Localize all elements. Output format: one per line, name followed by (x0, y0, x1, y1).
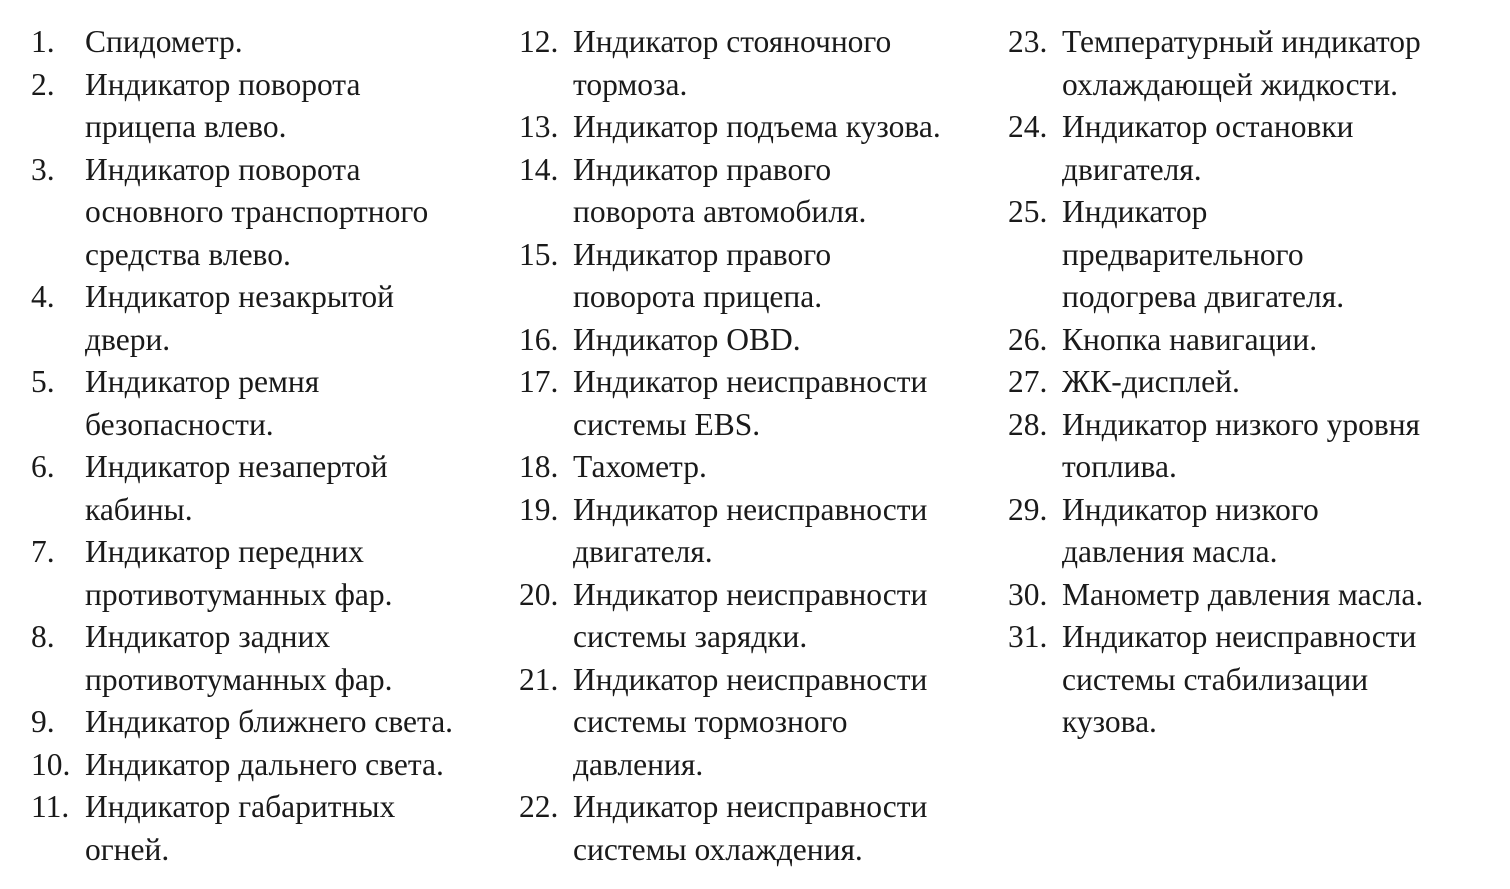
legend-item-line: системы тормозного (573, 704, 848, 739)
legend-item-number: 30. (1008, 576, 1048, 612)
legend-item-text (85, 64, 501, 149)
legend-item (31, 701, 501, 744)
legend-item-text (85, 149, 501, 277)
legend-item-line: Спидометр. (85, 24, 243, 59)
legend-item-line: двигателя. (1062, 151, 1202, 187)
legend-item-text (1062, 574, 1478, 617)
legend-item-text (573, 149, 989, 234)
legend-item-number: 5. (31, 364, 55, 399)
legend-item-line: кузова. (1062, 704, 1157, 739)
legend-item (519, 149, 989, 234)
legend-item-text (573, 489, 989, 574)
legend-item-line: системы стабилизации (1062, 661, 1369, 697)
legend-column-3 (1008, 21, 1478, 744)
legend-item-number: 31. (1008, 619, 1048, 654)
legend-item-text (573, 361, 989, 446)
legend-item-text (85, 701, 501, 744)
legend-item-line: Индикатор неисправности (573, 661, 928, 697)
legend-item-text (573, 574, 989, 659)
legend-item-text (85, 446, 501, 531)
legend-item-line: Индикатор неисправности (573, 789, 928, 824)
legend-column-2 (519, 21, 989, 871)
legend-item-text (573, 234, 989, 319)
legend-item (31, 531, 501, 616)
legend-item-number: 26. (1008, 321, 1048, 357)
legend-item-number: 27. (1008, 364, 1048, 399)
legend-item-line: кабины. (85, 491, 193, 527)
legend-item (519, 786, 989, 871)
legend-item-line: Индикатор поворота (85, 151, 361, 187)
legend-item-number: 11. (31, 789, 70, 824)
legend-item-text (573, 786, 989, 871)
legend-item-text (85, 786, 501, 871)
legend-item-number: 3. (31, 151, 55, 187)
legend-item-line: Индикатор стояночного (573, 24, 892, 59)
legend-item-line: Индикатор низкого уровня (1062, 406, 1421, 442)
legend-item-number: 17. (519, 364, 559, 399)
legend-item-line: системы охлаждения. (573, 831, 863, 867)
legend-item-line: топлива. (1062, 449, 1177, 484)
legend-item-line: Кнопка навигации. (1062, 321, 1318, 357)
legend-item-text (85, 276, 501, 361)
legend-item-line: двери. (85, 321, 171, 357)
legend-item (1008, 574, 1478, 617)
legend-item-line: Индикатор неисправности (1062, 619, 1417, 654)
legend-item (31, 616, 501, 701)
legend-item-number: 14. (519, 151, 559, 187)
legend-item-text (1062, 106, 1478, 191)
legend-item-line: Индикатор неисправности (573, 491, 928, 527)
legend-item-line: Индикатор ближнего света. (85, 704, 454, 739)
legend-item-number: 9. (31, 704, 55, 739)
legend-item-line: Индикатор поворота (85, 66, 361, 102)
legend-item-text (85, 744, 501, 787)
legend-item-line: Индикатор задних (85, 619, 331, 654)
legend-item-line: подогрева двигателя. (1062, 279, 1345, 314)
legend-item-line: давления. (573, 746, 704, 782)
legend-item-line: Индикатор дальнего света. (85, 746, 444, 782)
legend-item-text (85, 361, 501, 446)
legend-item-text (85, 531, 501, 616)
legend-item-number: 2. (31, 66, 55, 102)
legend-item-line: Индикатор габаритных (85, 789, 396, 824)
legend-item-line: основного транспортного (85, 194, 429, 229)
legend-item-line: Индикатор OBD. (573, 321, 801, 357)
legend-item-text (1062, 616, 1478, 744)
legend-item-line: Индикатор низкого (1062, 491, 1319, 527)
legend-item-line: Индикатор ремня (85, 364, 320, 399)
legend-item-number: 20. (519, 576, 559, 612)
legend-item-line: Индикатор подъема кузова. (573, 109, 941, 144)
legend-item (1008, 106, 1478, 191)
legend-item (31, 361, 501, 446)
legend-item-line: двигателя. (573, 534, 713, 569)
legend-item-text (1062, 191, 1478, 319)
legend-item (519, 489, 989, 574)
legend-item (1008, 616, 1478, 744)
legend-item-number: 8. (31, 619, 55, 654)
legend-item-text (85, 21, 501, 64)
legend-item-number: 1. (31, 24, 55, 59)
legend-item-number: 7. (31, 534, 55, 569)
legend-item-line: Индикатор правого (573, 151, 832, 187)
legend-item-number: 18. (519, 449, 559, 484)
legend-item-line: Индикатор правого (573, 236, 832, 272)
legend-item-line: предварительного (1062, 236, 1304, 272)
legend-item-number: 22. (519, 789, 559, 824)
legend-item-text (573, 21, 989, 106)
legend-item-line: Индикатор передних (85, 534, 364, 569)
legend-item-line: Индикатор неисправности (573, 576, 928, 612)
legend-item (1008, 21, 1478, 106)
legend-item (31, 276, 501, 361)
legend-item-line: Индикатор неисправности (573, 364, 928, 399)
legend-item (1008, 319, 1478, 362)
legend-item (1008, 191, 1478, 319)
legend-item (31, 786, 501, 871)
legend-item-text (573, 446, 989, 489)
legend-item (1008, 361, 1478, 404)
legend-item-text (85, 616, 501, 701)
legend-item-line: Температурный индикатор (1062, 24, 1421, 59)
legend-item-line: безопасности. (85, 406, 274, 442)
legend-item-number: 10. (31, 746, 71, 782)
legend-item (31, 446, 501, 531)
legend-item-line: системы зарядки. (573, 619, 808, 654)
legend-item-text (1062, 404, 1478, 489)
legend-item (31, 64, 501, 149)
legend-item-number: 23. (1008, 24, 1048, 59)
legend-item (31, 21, 501, 64)
legend-item-number: 28. (1008, 406, 1048, 442)
legend-item (519, 106, 989, 149)
legend-item-number: 19. (519, 491, 559, 527)
legend-item-text (573, 106, 989, 149)
legend-item-text (1062, 319, 1478, 362)
legend-item-line: прицепа влево. (85, 109, 287, 144)
legend-item-number: 24. (1008, 109, 1048, 144)
legend-item-line: Индикатор незакрытой (85, 279, 395, 314)
legend-item (519, 574, 989, 659)
legend-column-1 (31, 21, 501, 871)
legend-item-number: 15. (519, 236, 559, 272)
legend-item-number: 13. (519, 109, 559, 144)
legend-item-text (1062, 489, 1478, 574)
legend-item-line: противотуманных фар. (85, 661, 393, 697)
legend-item (1008, 404, 1478, 489)
legend-item-line: системы EBS. (573, 406, 761, 442)
legend-item-line: Индикатор (1062, 194, 1208, 229)
legend-item-line: средства влево. (85, 236, 291, 272)
legend-item-line: огней. (85, 831, 170, 867)
legend-item (519, 446, 989, 489)
legend-item-line: ЖК-дисплей. (1062, 364, 1240, 399)
legend-item-number: 25. (1008, 194, 1048, 229)
legend-item-number: 6. (31, 449, 55, 484)
legend-item (519, 659, 989, 787)
legend-item-line: Манометр давления масла. (1062, 576, 1424, 612)
legend-item (519, 319, 989, 362)
legend-item-line: поворота автомобиля. (573, 194, 867, 229)
legend-item-number: 21. (519, 661, 559, 697)
legend-item (1008, 489, 1478, 574)
legend-item-line: Тахометр. (573, 449, 707, 484)
legend-item-line: давления масла. (1062, 534, 1278, 569)
legend-item-number: 29. (1008, 491, 1048, 527)
legend-item-number: 12. (519, 24, 559, 59)
legend-item-line: поворота прицепа. (573, 279, 823, 314)
legend-item-line: тормоза. (573, 66, 688, 102)
legend-item (519, 361, 989, 446)
legend-item-line: охлаждающей жидкости. (1062, 66, 1399, 102)
legend-item-number: 4. (31, 279, 55, 314)
legend-item-text (1062, 361, 1478, 404)
legend-item-number: 16. (519, 321, 559, 357)
legend-item-line: противотуманных фар. (85, 576, 393, 612)
legend-item (519, 21, 989, 106)
legend-item-line: Индикатор остановки (1062, 109, 1354, 144)
legend-item-line: Индикатор незапертой (85, 449, 388, 484)
legend-item (31, 149, 501, 277)
legend-item (519, 234, 989, 319)
legend-item-text (1062, 21, 1478, 106)
legend-item-text (573, 319, 989, 362)
legend-item-text (573, 659, 989, 787)
legend-item (31, 744, 501, 787)
